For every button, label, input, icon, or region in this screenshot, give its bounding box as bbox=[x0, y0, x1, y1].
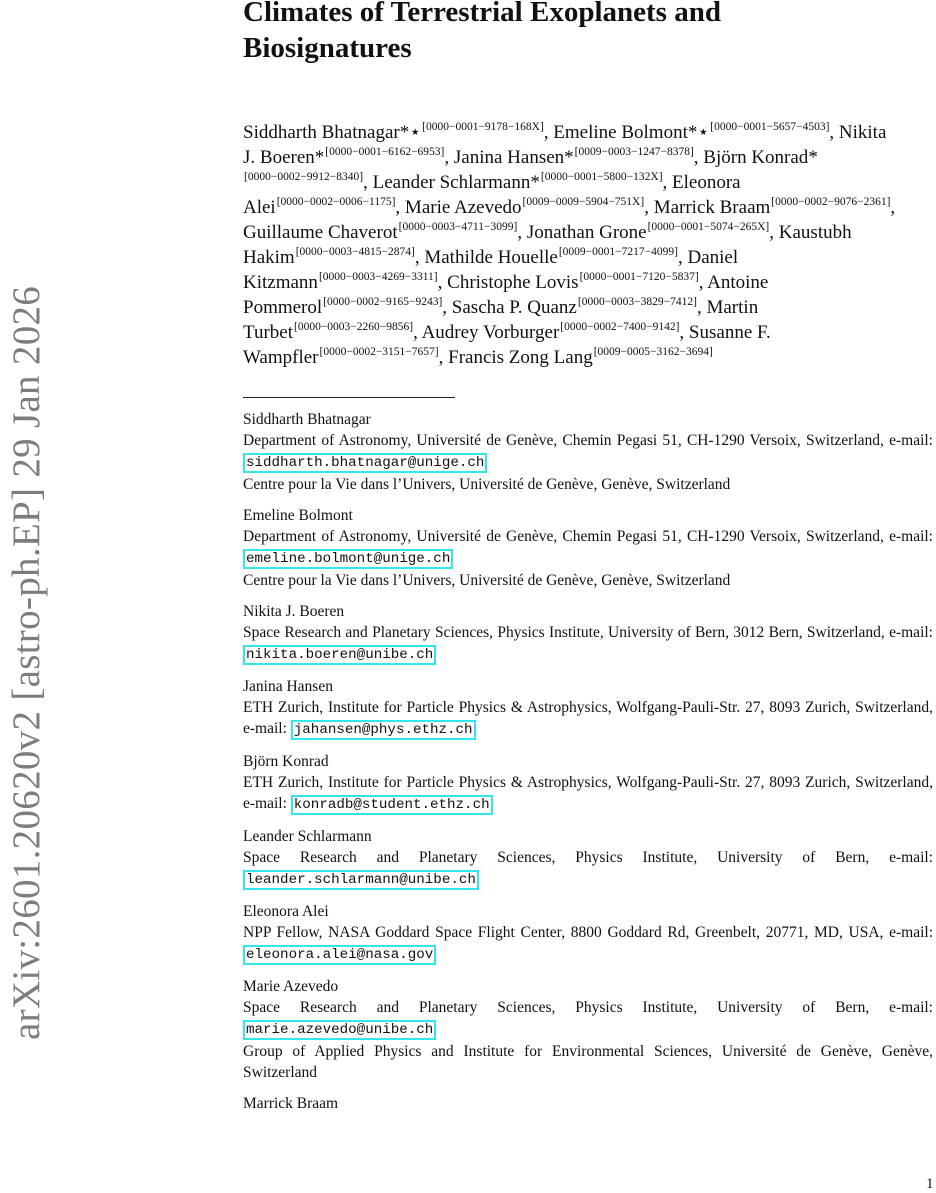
paper-title: Climates of Terrestrial Exoplanets and Biosignatures bbox=[243, 0, 721, 64]
author-name: Guillaume Chaverot bbox=[243, 222, 398, 243]
author-orcid: [0000−0003−3829−7412] bbox=[577, 296, 697, 308]
author-name: Daniel Kitzmann bbox=[243, 247, 739, 293]
affiliation-block bbox=[243, 1093, 933, 1114]
affiliation-block bbox=[243, 505, 933, 591]
author-corresponding-mark: *⋆ bbox=[399, 122, 422, 143]
author-name: Mathilde Houelle bbox=[424, 247, 558, 268]
author-orcid: [0000−0001−5657−4503] bbox=[710, 121, 830, 133]
footnote-rule bbox=[243, 397, 455, 398]
author-orcid: [0000−0002−9165−9243] bbox=[323, 296, 443, 308]
affiliation-address-text: Department of Astronomy, Université de Genève, Chemin Pegasi 51, CH-1290 Versoix, Switzerland, e-mail: bbox=[243, 432, 933, 449]
author-corresponding-mark: * bbox=[314, 147, 325, 168]
author-orcid: [0000−0001−6162−6953] bbox=[325, 146, 445, 158]
affiliation-author-name: Leander Schlarmann bbox=[243, 828, 372, 845]
author-entry bbox=[422, 322, 680, 343]
author-name: Antoine Pommerol bbox=[243, 272, 769, 318]
author-entry bbox=[654, 197, 891, 218]
affiliation-author-name: Nikita J. Boeren bbox=[243, 603, 345, 620]
author-orcid: [0009−0003−1247−8378] bbox=[574, 146, 694, 158]
author-orcid: [0000−0001−7120−5837] bbox=[579, 271, 699, 283]
email-link[interactable]: emeline.bolmont@unige.ch bbox=[243, 549, 453, 569]
affiliation-list bbox=[243, 409, 933, 1114]
author-corresponding-mark: * bbox=[564, 147, 574, 168]
page-number: 1 bbox=[926, 1176, 934, 1192]
author-name: Emeline Bolmont bbox=[553, 122, 688, 143]
affiliation-block bbox=[243, 409, 933, 495]
author-name: Björn Konrad bbox=[703, 147, 809, 168]
affiliation-address-text: Space Research and Planetary Sciences, Physics Institute, University of Bern, 3012 Bern, Switzerland, e-mail: bbox=[243, 624, 933, 641]
arxiv-identifier-stamp: arXiv:2601.20620v2 [astro-ph.EP] 29 Jan 2026 bbox=[5, 285, 48, 1040]
author-name: Jonathan Grone bbox=[526, 222, 647, 243]
author-name: Janina Hansen bbox=[453, 147, 565, 168]
author-orcid: [0000−0003−4815−2874] bbox=[295, 246, 415, 258]
affiliation-secondary: Centre pour la Vie dans l’Univers, Université de Genève, Genève, Switzerland bbox=[243, 476, 731, 493]
email-link[interactable]: jahansen@phys.ethz.ch bbox=[291, 720, 476, 740]
affiliation-address bbox=[243, 430, 933, 474]
author-orcid: [0000−0001−5800−132X] bbox=[540, 171, 663, 183]
affiliation-author-name: Marrick Braam bbox=[243, 1095, 339, 1112]
author-orcid: [0009−0001−7217−4099] bbox=[558, 246, 678, 258]
author-orcid: [0000−0002−9912−8340] bbox=[244, 171, 364, 183]
affiliation-address-text: ETH Zurich, Institute for Particle Physics & Astrophysics, Wolfgang-Pauli-Str. 27, 8093 Zurich, Switzerland, e-mail: bbox=[243, 699, 933, 737]
author-name: Audrey Vorburger bbox=[421, 322, 560, 343]
affiliation-address-text: Department of Astronomy, Université de Genève, Chemin Pegasi 51, CH-1290 Versoix, Switzerland, e-mail: bbox=[243, 528, 933, 545]
author-orcid: [0000−0003−2260−9856] bbox=[293, 321, 414, 333]
author-orcid: [0000−0002−7400−9142] bbox=[560, 321, 680, 333]
affiliation-address bbox=[243, 922, 933, 966]
affiliation-address bbox=[243, 697, 933, 741]
author-name: Eleonora Alei bbox=[243, 172, 741, 218]
affiliation-address bbox=[243, 847, 933, 891]
affiliation-author-name: Janina Hansen bbox=[243, 678, 333, 695]
affiliation-block bbox=[243, 601, 933, 666]
affiliation-address bbox=[243, 622, 933, 666]
author-orcid: [0000−0001−9178−168X] bbox=[422, 121, 544, 133]
author-entry bbox=[405, 197, 644, 218]
author-entry bbox=[454, 147, 694, 168]
author-orcid: [0000−0002−9076−2361] bbox=[771, 196, 891, 208]
affiliation-address-text: NPP Fellow, NASA Goddard Space Flight Center, 8800 Goddard Rd, Greenbelt, 20771, MD, USA, e-mail: bbox=[243, 924, 933, 941]
author-name: Francis Zong Lang bbox=[448, 347, 593, 368]
affiliation-author-name: Marie Azevedo bbox=[243, 978, 339, 995]
affiliation-author-name: Siddharth Bhatnagar bbox=[243, 411, 371, 428]
author-name: Nikita J. Boeren bbox=[243, 122, 887, 168]
author-entry bbox=[424, 247, 678, 268]
affiliation-author-name: Emeline Bolmont bbox=[243, 507, 353, 524]
author-name: Martin Turbet bbox=[243, 297, 759, 343]
affiliation-address bbox=[243, 526, 933, 570]
author-entry bbox=[448, 347, 713, 368]
affiliation-author-name: Eleonora Alei bbox=[243, 903, 329, 920]
author-name: Susanne F. Wampfler bbox=[243, 322, 771, 368]
email-link[interactable]: eleonora.alei@nasa.gov bbox=[243, 945, 436, 965]
author-corresponding-mark: * bbox=[530, 172, 540, 193]
author-orcid: [0000−0003−4269−3311] bbox=[318, 271, 438, 283]
author-orcid: [0009−0009−5904−751X] bbox=[522, 196, 645, 208]
affiliation-address-text: Space Research and Planetary Sciences, Physics Institute, University of Bern, e-mail: bbox=[243, 999, 933, 1016]
author-name: Siddharth Bhatnagar bbox=[243, 122, 400, 143]
author-entry bbox=[243, 122, 544, 143]
author-name: Kaustubh Hakim bbox=[243, 222, 852, 268]
author-name: Marie Azevedo bbox=[404, 197, 522, 218]
author-orcid: [0000−0002−3151−7657] bbox=[319, 346, 439, 358]
email-link[interactable]: konradb@student.ethz.ch bbox=[291, 795, 493, 815]
author-list: Siddharth Bhatnagar*⋆[0000−0001−9178−168X], Emeline Bolmont*⋆[0000−0001−5657−4503], Nikita J. Boeren*[0000−0001−6162−6953], Janina Hansen*[0009−0003−1247−8378], Björn Konrad*[0000−0002−9912−8340], Leander Schlarmann*[0000−0001−5800−132X], Eleonora Alei[0000−0002−0006−1175], Marie Azevedo[0009−0009−5904−751X], Marrick Braam[0000−0002−9076−2361], Guillaume Chaverot[0000−0003−4711−3099], Jonathan Grone[0000−0001−5074−265X], Kaustubh Hakim[0000−0003−4815−2874], Mathilde Houelle[0009−0001−7217−4099], Daniel Kitzmann[0000−0003−4269−3311], Christophe Lovis[0000−0001−7120−5837], Antoine Pommerol[0000−0002−9165−9243], Sascha P. Quanz[0000−0003−3829−7412], Martin Turbet[0000−0003−2260−9856], Audrey Vorburger[0000−0002−7400−9142], Susanne F. Wampfler[0000−0002−3151−7657], Francis Zong Lang[0009−0005−3162−3694] bbox=[243, 121, 896, 368]
author-entry bbox=[243, 222, 517, 243]
affiliation-secondary: Group of Applied Physics and Institute for Environmental Sciences, Université de Genève, Genève, Switzerland bbox=[243, 1043, 933, 1081]
author-entry bbox=[553, 122, 829, 143]
email-link[interactable]: nikita.boeren@unibe.ch bbox=[243, 645, 436, 665]
author-corresponding-mark: *⋆ bbox=[687, 122, 710, 143]
email-link[interactable]: siddharth.bhatnagar@unige.ch bbox=[243, 453, 487, 473]
affiliation-block bbox=[243, 826, 933, 891]
affiliation-block bbox=[243, 901, 933, 966]
affiliation-address-text: Space Research and Planetary Sciences, Physics Institute, University of Bern, e-mail: bbox=[243, 849, 933, 866]
author-name: Marrick Braam bbox=[653, 197, 771, 218]
affiliation-address bbox=[243, 997, 933, 1041]
author-orcid: [0000−0001−5074−265X] bbox=[647, 221, 770, 233]
paper-front-matter bbox=[243, 0, 935, 1124]
affiliation-block bbox=[243, 751, 933, 816]
author-orcid: [0000−0002−0006−1175] bbox=[276, 196, 396, 208]
author-entry bbox=[373, 172, 663, 193]
email-link[interactable]: leander.schlarmann@unibe.ch bbox=[243, 870, 479, 890]
affiliation-secondary: Centre pour la Vie dans l’Univers, Université de Genève, Genève, Switzerland bbox=[243, 572, 731, 589]
affiliation-address-text: ETH Zurich, Institute for Particle Physics & Astrophysics, Wolfgang-Pauli-Str. 27, 8093 Zurich, Switzerland, e-mail: bbox=[243, 774, 933, 812]
author-entry bbox=[452, 297, 697, 318]
author-entry bbox=[447, 272, 699, 293]
email-link[interactable]: marie.azevedo@unibe.ch bbox=[243, 1020, 436, 1040]
author-name: Leander Schlarmann bbox=[372, 172, 531, 193]
author-name: Christophe Lovis bbox=[447, 272, 579, 293]
author-name: Sascha P. Quanz bbox=[451, 297, 577, 318]
affiliation-block bbox=[243, 676, 933, 741]
affiliation-block bbox=[243, 976, 933, 1083]
affiliation-author-name: Björn Konrad bbox=[243, 753, 329, 770]
author-corresponding-mark: * bbox=[808, 147, 818, 168]
affiliation-address bbox=[243, 772, 933, 816]
author-entry bbox=[527, 222, 769, 243]
author-orcid: [0000−0003−4711−3099] bbox=[398, 221, 518, 233]
author-orcid: [0009−0005−3162−3694] bbox=[593, 346, 713, 358]
